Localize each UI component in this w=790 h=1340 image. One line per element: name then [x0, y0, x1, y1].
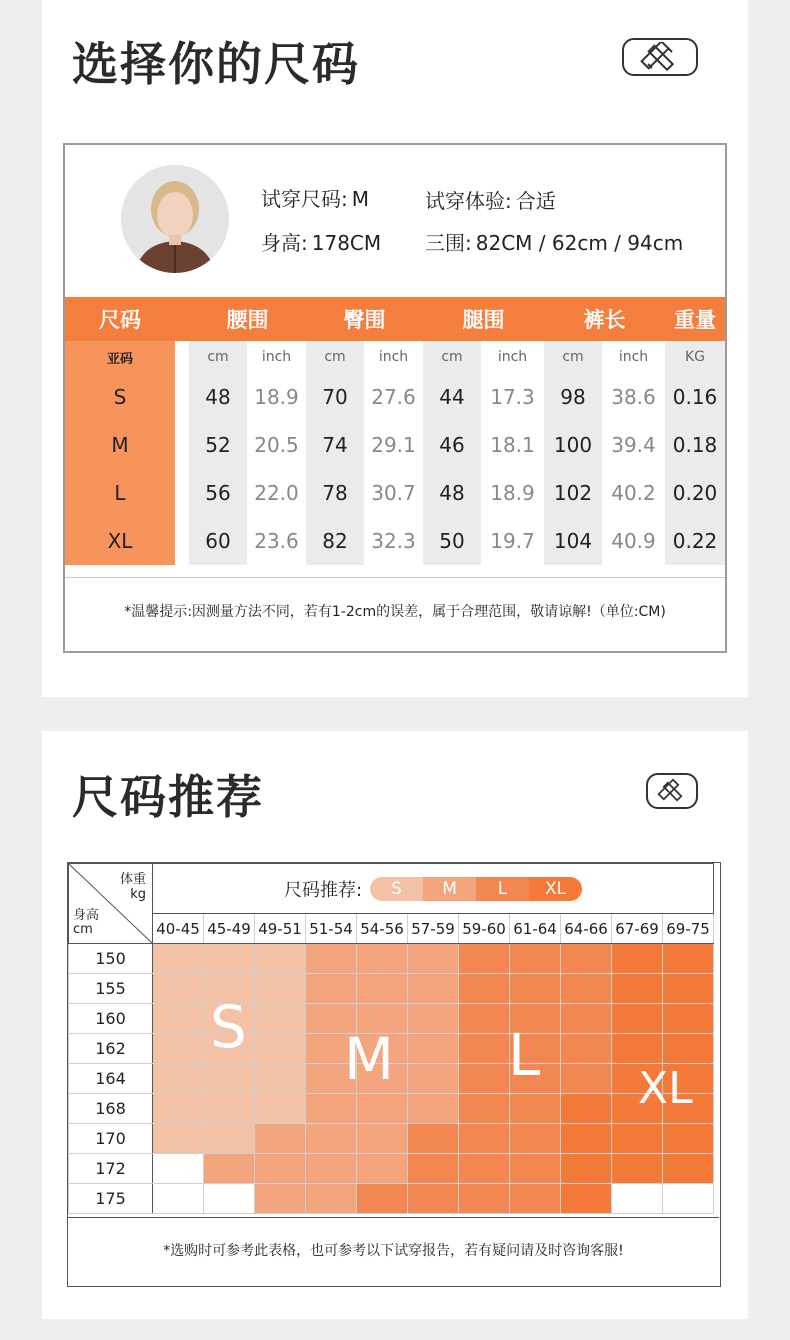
table-subheader-row	[65, 341, 725, 373]
size-grid-cell	[255, 1154, 306, 1184]
table-cell: 60	[189, 517, 247, 565]
weight-range-header: 54-56	[357, 914, 408, 944]
size-grid-cell	[255, 1124, 306, 1154]
size-grid-cell	[561, 1184, 612, 1214]
big-size-label: L	[508, 1021, 541, 1089]
size-grid-cell	[153, 1124, 204, 1154]
weight-range-header: 57-59	[408, 914, 459, 944]
table-cell: 44	[423, 373, 481, 421]
height-axis-label: 身高	[73, 908, 100, 923]
size-grid-cell	[408, 974, 459, 1004]
recommendation-frame	[67, 862, 721, 1287]
table-cell: 0.16	[665, 373, 725, 421]
size-grid-cell	[663, 1004, 714, 1034]
size-grid-cell	[612, 1004, 663, 1034]
size-grid-cell	[612, 1154, 663, 1184]
size-grid-cell	[459, 944, 510, 974]
table-cell: 18.1	[481, 421, 544, 469]
table-cell: 70	[306, 373, 364, 421]
height-label: 155	[69, 974, 153, 1004]
weight-range-header: 69-75	[663, 914, 714, 944]
size-grid-cell	[153, 944, 204, 974]
height-row	[69, 1184, 714, 1214]
table-cell: 18.9	[247, 373, 306, 421]
size-grid-cell	[357, 1154, 408, 1184]
size-chart-frame	[63, 143, 727, 653]
size-grid-cell	[663, 1154, 714, 1184]
table-cell: 40.9	[602, 517, 665, 565]
size-grid-cell	[153, 1034, 204, 1064]
size-grid-cell	[153, 1094, 204, 1124]
size-grid-cell	[561, 1124, 612, 1154]
size-grid-cell	[408, 1094, 459, 1124]
size-grid-cell	[459, 1064, 510, 1094]
size-grid-cell	[459, 1184, 510, 1214]
model-measurements: 三围: 82CM / 62cm / 94cm	[425, 231, 684, 255]
size-grid-cell	[408, 1124, 459, 1154]
subheader-unit: cm	[189, 341, 247, 373]
size-grid-cell	[663, 974, 714, 1004]
legend-size-l: L	[476, 877, 529, 901]
subheader-unit: cm	[306, 341, 364, 373]
legend-bar	[370, 877, 582, 901]
height-label: 150	[69, 944, 153, 974]
size-grid-cell	[663, 944, 714, 974]
try-size: 试穿尺码: M	[261, 187, 370, 211]
size-grid-cell	[255, 1034, 306, 1064]
weight-range-header: 64-66	[561, 914, 612, 944]
size-grid-cell	[306, 1124, 357, 1154]
weight-range-header: 59-60	[459, 914, 510, 944]
table-cell: 27.6	[364, 373, 423, 421]
table-cell: 0.20	[665, 469, 725, 517]
size-grid-cell	[561, 1094, 612, 1124]
model-height: 身高: 178CM	[261, 231, 382, 255]
ruler-pencil-icon	[622, 38, 698, 76]
table-cell: 18.9	[481, 469, 544, 517]
size-grid-cell	[510, 1184, 561, 1214]
header-size: 尺码	[65, 297, 175, 341]
table-cell: 74	[306, 421, 364, 469]
table-cell: 32.3	[364, 517, 423, 565]
table-cell: 48	[423, 469, 481, 517]
table-cell: 38.6	[602, 373, 665, 421]
height-row	[69, 944, 714, 974]
weight-header-row	[69, 914, 714, 944]
size-grid-cell	[306, 1154, 357, 1184]
height-row	[69, 974, 714, 1004]
size-grid-cell	[561, 1154, 612, 1184]
size-grid-cell	[255, 1064, 306, 1094]
size-grid-cell	[459, 1034, 510, 1064]
table-cell: 50	[423, 517, 481, 565]
ruler-pencil-icon	[646, 773, 698, 809]
subheader-unit: inch	[602, 341, 665, 373]
size-grid-cell	[510, 944, 561, 974]
weight-range-header: 61-64	[510, 914, 561, 944]
size-grid-cell	[204, 1094, 255, 1124]
height-label: 168	[69, 1094, 153, 1124]
size-grid-cell	[204, 944, 255, 974]
try-experience: 试穿体验: 合适	[425, 189, 556, 213]
table-cell: 0.22	[665, 517, 725, 565]
size-grid-cell	[357, 1094, 408, 1124]
size-grid-cell	[306, 1094, 357, 1124]
header-waist: 腰围	[189, 297, 306, 341]
table-cell: 46	[423, 421, 481, 469]
table-cell: 23.6	[247, 517, 306, 565]
table-row	[65, 469, 725, 517]
size-grid-cell	[255, 944, 306, 974]
subheader-unit: cm	[544, 341, 602, 373]
header-thigh: 腿围	[423, 297, 544, 341]
legend-size-m: M	[423, 877, 476, 901]
size-grid-cell	[357, 1124, 408, 1154]
size-grid-cell	[510, 974, 561, 1004]
header-length: 裤长	[544, 297, 665, 341]
size-grid-cell	[408, 1184, 459, 1214]
grid-corner	[69, 864, 153, 944]
height-label: 162	[69, 1034, 153, 1064]
size-grid-cell	[612, 1124, 663, 1154]
size-table	[65, 297, 725, 565]
recommendation-note: *选购时可参考此表格，也可参考以下试穿报告，若有疑问请及时咨询客服!	[163, 1243, 624, 1259]
size-grid-cell	[459, 1004, 510, 1034]
size-grid-cell	[510, 1094, 561, 1124]
height-label: 160	[69, 1004, 153, 1034]
size-grid-cell	[153, 1184, 204, 1214]
table-cell: 30.7	[364, 469, 423, 517]
size-grid-cell	[204, 1154, 255, 1184]
table-cell: 82	[306, 517, 364, 565]
size-grid-cell	[612, 1034, 663, 1064]
table-header-row	[65, 297, 725, 341]
table-cell: 22.0	[247, 469, 306, 517]
subheader-unit: KG	[665, 341, 725, 373]
size-grid-cell	[612, 944, 663, 974]
header-weight: 重量	[665, 297, 725, 341]
size-cell: S	[65, 373, 175, 421]
table-cell: 48	[189, 373, 247, 421]
legend	[153, 864, 714, 914]
legend-label: 尺码推荐:	[283, 879, 363, 901]
table-cell: 56	[189, 469, 247, 517]
weight-range-header: 40-45	[153, 914, 204, 944]
weight-range-header: 49-51	[255, 914, 306, 944]
table-row	[65, 373, 725, 421]
legend-size-s: S	[370, 877, 423, 901]
table-row	[65, 421, 725, 469]
size-grid-cell	[561, 1004, 612, 1034]
height-label: 172	[69, 1154, 153, 1184]
size-cell: L	[65, 469, 175, 517]
weight-axis-label: 体重	[119, 872, 146, 887]
height-unit-label: cm	[73, 922, 93, 937]
size-grid-cell	[357, 944, 408, 974]
size-grid-cell	[561, 974, 612, 1004]
height-row	[69, 1154, 714, 1184]
table-cell: 19.7	[481, 517, 544, 565]
size-grid-cell	[255, 974, 306, 1004]
size-grid-cell	[306, 974, 357, 1004]
size-grid-cell	[663, 1184, 714, 1214]
size-grid-cell	[459, 1124, 510, 1154]
table-row	[65, 517, 725, 565]
table-cell: 40.2	[602, 469, 665, 517]
size-grid-cell	[561, 944, 612, 974]
size-grid-cell	[153, 1154, 204, 1184]
size-grid-cell	[255, 1094, 306, 1124]
size-grid-cell	[408, 1034, 459, 1064]
size-grid-cell	[408, 1004, 459, 1034]
size-grid-cell	[306, 1184, 357, 1214]
table-cell: 39.4	[602, 421, 665, 469]
table-cell: 52	[189, 421, 247, 469]
subheader-unit: inch	[247, 341, 306, 373]
size-grid-cell	[612, 1184, 663, 1214]
size-grid-cell	[663, 1034, 714, 1064]
weight-range-header: 67-69	[612, 914, 663, 944]
table-cell: 0.18	[665, 421, 725, 469]
measurement-note: *温馨提示:因测量方法不同，若有1-2cm的误差，属于合理范围，敬请谅解!（单位:CM)	[124, 604, 666, 620]
size-grid-cell	[408, 944, 459, 974]
size-cell: M	[65, 421, 175, 469]
height-label: 175	[69, 1184, 153, 1214]
table-cell: 17.3	[481, 373, 544, 421]
size-cell: XL	[65, 517, 175, 565]
table-cell: 100	[544, 421, 602, 469]
size-grid-cell	[663, 1124, 714, 1154]
height-label: 170	[69, 1124, 153, 1154]
page-title: 选择你的尺码	[72, 37, 360, 91]
table-cell: 29.1	[364, 421, 423, 469]
height-row	[69, 1124, 714, 1154]
size-grid-cell	[510, 1154, 561, 1184]
size-grid-cell	[357, 1184, 408, 1214]
subheader-unit: inch	[481, 341, 544, 373]
big-size-label: M	[344, 1025, 395, 1093]
size-grid-cell	[204, 1184, 255, 1214]
subheader-unit: cm	[423, 341, 481, 373]
size-grid-cell	[153, 1064, 204, 1094]
big-size-label: XL	[638, 1063, 693, 1114]
weight-range-header: 51-54	[306, 914, 357, 944]
legend-size-xl: XL	[529, 877, 582, 901]
divider	[65, 577, 725, 578]
size-grid-cell	[561, 1064, 612, 1094]
size-grid-cell	[612, 974, 663, 1004]
size-grid-cell	[459, 1094, 510, 1124]
size-grid-cell	[510, 1124, 561, 1154]
size-grid-cell	[459, 1154, 510, 1184]
section-title: 尺码推荐	[72, 770, 264, 824]
subheader-asia-size: 亚码	[65, 341, 175, 373]
size-grid-cell	[408, 1154, 459, 1184]
size-grid-cell	[306, 944, 357, 974]
size-grid-cell	[408, 1064, 459, 1094]
height-label: 164	[69, 1064, 153, 1094]
size-grid-cell	[153, 1004, 204, 1034]
divider	[68, 1217, 719, 1218]
model-avatar	[121, 165, 229, 273]
size-grid-cell	[459, 974, 510, 1004]
size-selection-card	[42, 0, 748, 697]
size-grid-cell	[561, 1034, 612, 1064]
subheader-unit: inch	[364, 341, 423, 373]
header-hip: 臀围	[306, 297, 423, 341]
table-cell: 20.5	[247, 421, 306, 469]
size-grid-cell	[255, 1004, 306, 1034]
weight-range-header: 45-49	[204, 914, 255, 944]
big-size-label: S	[210, 993, 247, 1061]
size-grid-cell	[153, 974, 204, 1004]
size-recommendation-card	[42, 731, 748, 1319]
table-cell: 104	[544, 517, 602, 565]
size-grid-cell	[357, 974, 408, 1004]
table-cell: 78	[306, 469, 364, 517]
weight-unit-label: kg	[130, 887, 146, 902]
size-grid-cell	[204, 1064, 255, 1094]
size-grid-cell	[204, 1124, 255, 1154]
height-row	[69, 1094, 714, 1124]
table-cell: 102	[544, 469, 602, 517]
size-grid-cell	[255, 1184, 306, 1214]
table-cell: 98	[544, 373, 602, 421]
